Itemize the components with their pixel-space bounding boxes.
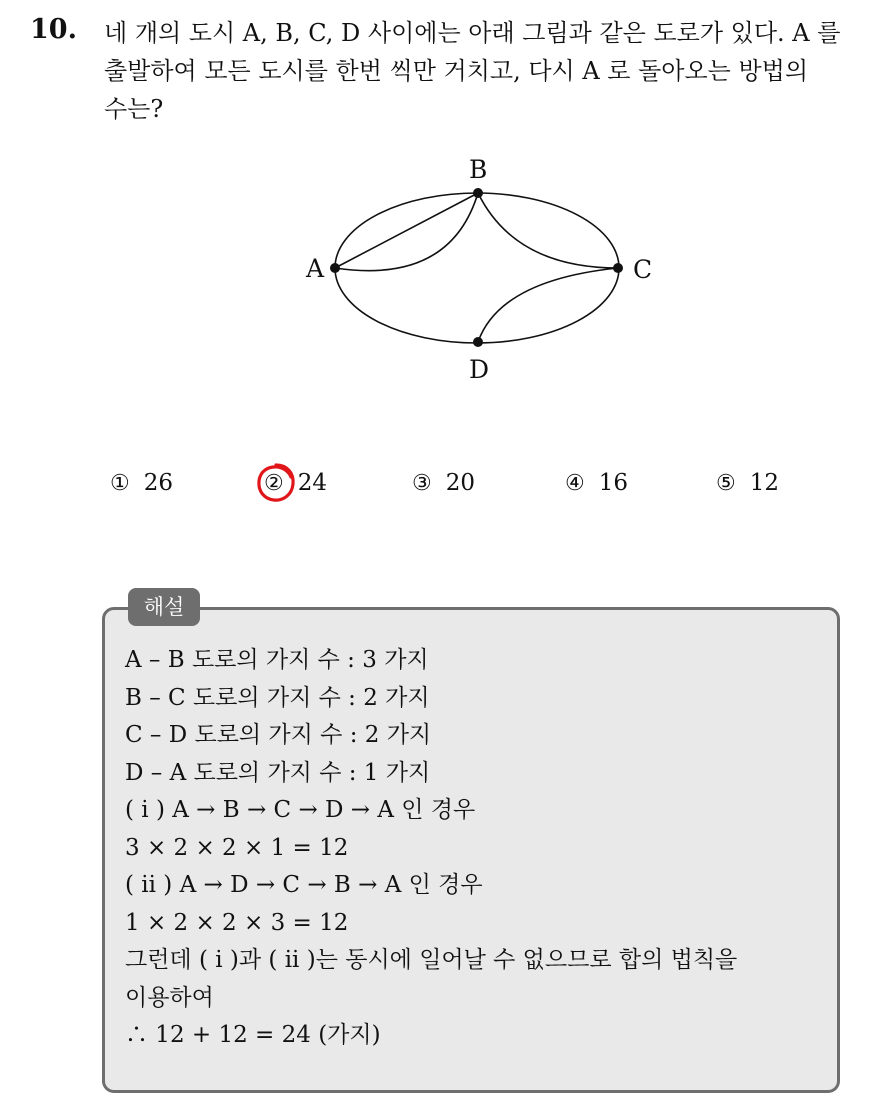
choice-2-value: 24 [297, 470, 328, 496]
problem-text [104, 14, 874, 128]
solution-line: ( ii ) A → D → C → B → A 인 경우 [125, 872, 483, 898]
choice-5-value: 12 [749, 470, 780, 496]
solution-line: 1 × 2 × 2 × 3 = 12 [125, 909, 349, 936]
choice-1[interactable] [110, 470, 173, 496]
node-a-label: A [306, 254, 325, 283]
solution-line: 그런데 ( i )과 ( ii )는 동시에 일어날 수 없으므로 합의 법칙을 [125, 947, 738, 973]
road-graph [300, 150, 680, 390]
choice-1-value: 26 [143, 470, 174, 496]
choice-1-symbol: ① [110, 470, 130, 496]
node-b-label: B [469, 155, 488, 184]
solution-line: A – B 도로의 가지 수 : 3 가지 [125, 647, 429, 673]
node-c-dot [613, 263, 623, 273]
answer-choices [110, 470, 830, 510]
problem-text-line: 수는? [104, 95, 164, 123]
node-a-dot [330, 263, 340, 273]
choice-4-symbol: ④ [565, 470, 585, 496]
solution-line: ( i ) A → B → C → D → A 인 경우 [125, 797, 476, 823]
road-c-d-curve [478, 268, 618, 342]
solution-content [125, 642, 825, 1055]
node-d-label: D [469, 355, 490, 384]
solution-line: D – A 도로의 가지 수 : 1 가지 [125, 759, 431, 786]
choice-3[interactable] [412, 470, 475, 496]
problem-text-line: 네 개의 도시 A, B, C, D 사이에는 아래 그림과 같은 도로가 있다. A 를 [104, 19, 841, 47]
node-d-dot [473, 337, 483, 347]
choice-4-value: 16 [598, 470, 629, 496]
solution-tag: 해설 [128, 588, 200, 626]
choice-4[interactable] [565, 470, 628, 496]
choice-3-value: 20 [445, 470, 476, 496]
node-c-label: C [633, 255, 653, 284]
road-b-c-curve [478, 193, 618, 268]
choice-2[interactable] [264, 470, 327, 496]
choice-3-symbol: ③ [412, 470, 432, 496]
solution-line: C – D 도로의 가지 수 : 2 가지 [125, 722, 432, 748]
problem-text-line: 출발하여 모든 도시를 한번 씩만 거치고, 다시 A 로 돌아오는 방법의 [104, 57, 809, 85]
outer-road-ellipse [335, 193, 619, 343]
road-graph-svg [300, 150, 680, 390]
choice-2-symbol [264, 471, 284, 496]
choice-5[interactable] [716, 470, 779, 496]
node-b-dot [473, 188, 483, 198]
choice-2-symbol-text: ② [264, 470, 284, 496]
solution-line: 3 × 2 × 2 × 1 = 12 [125, 834, 349, 861]
choice-5-symbol: ⑤ [716, 470, 736, 496]
solution-line: ∴ 12 + 12 = 24 (가지) [125, 1022, 381, 1048]
solution-line: 이용하여 [125, 984, 214, 1011]
solution-line: B – C 도로의 가지 수 : 2 가지 [125, 684, 430, 711]
problem-number: 10. [30, 14, 77, 45]
road-a-b-straight [335, 193, 478, 268]
